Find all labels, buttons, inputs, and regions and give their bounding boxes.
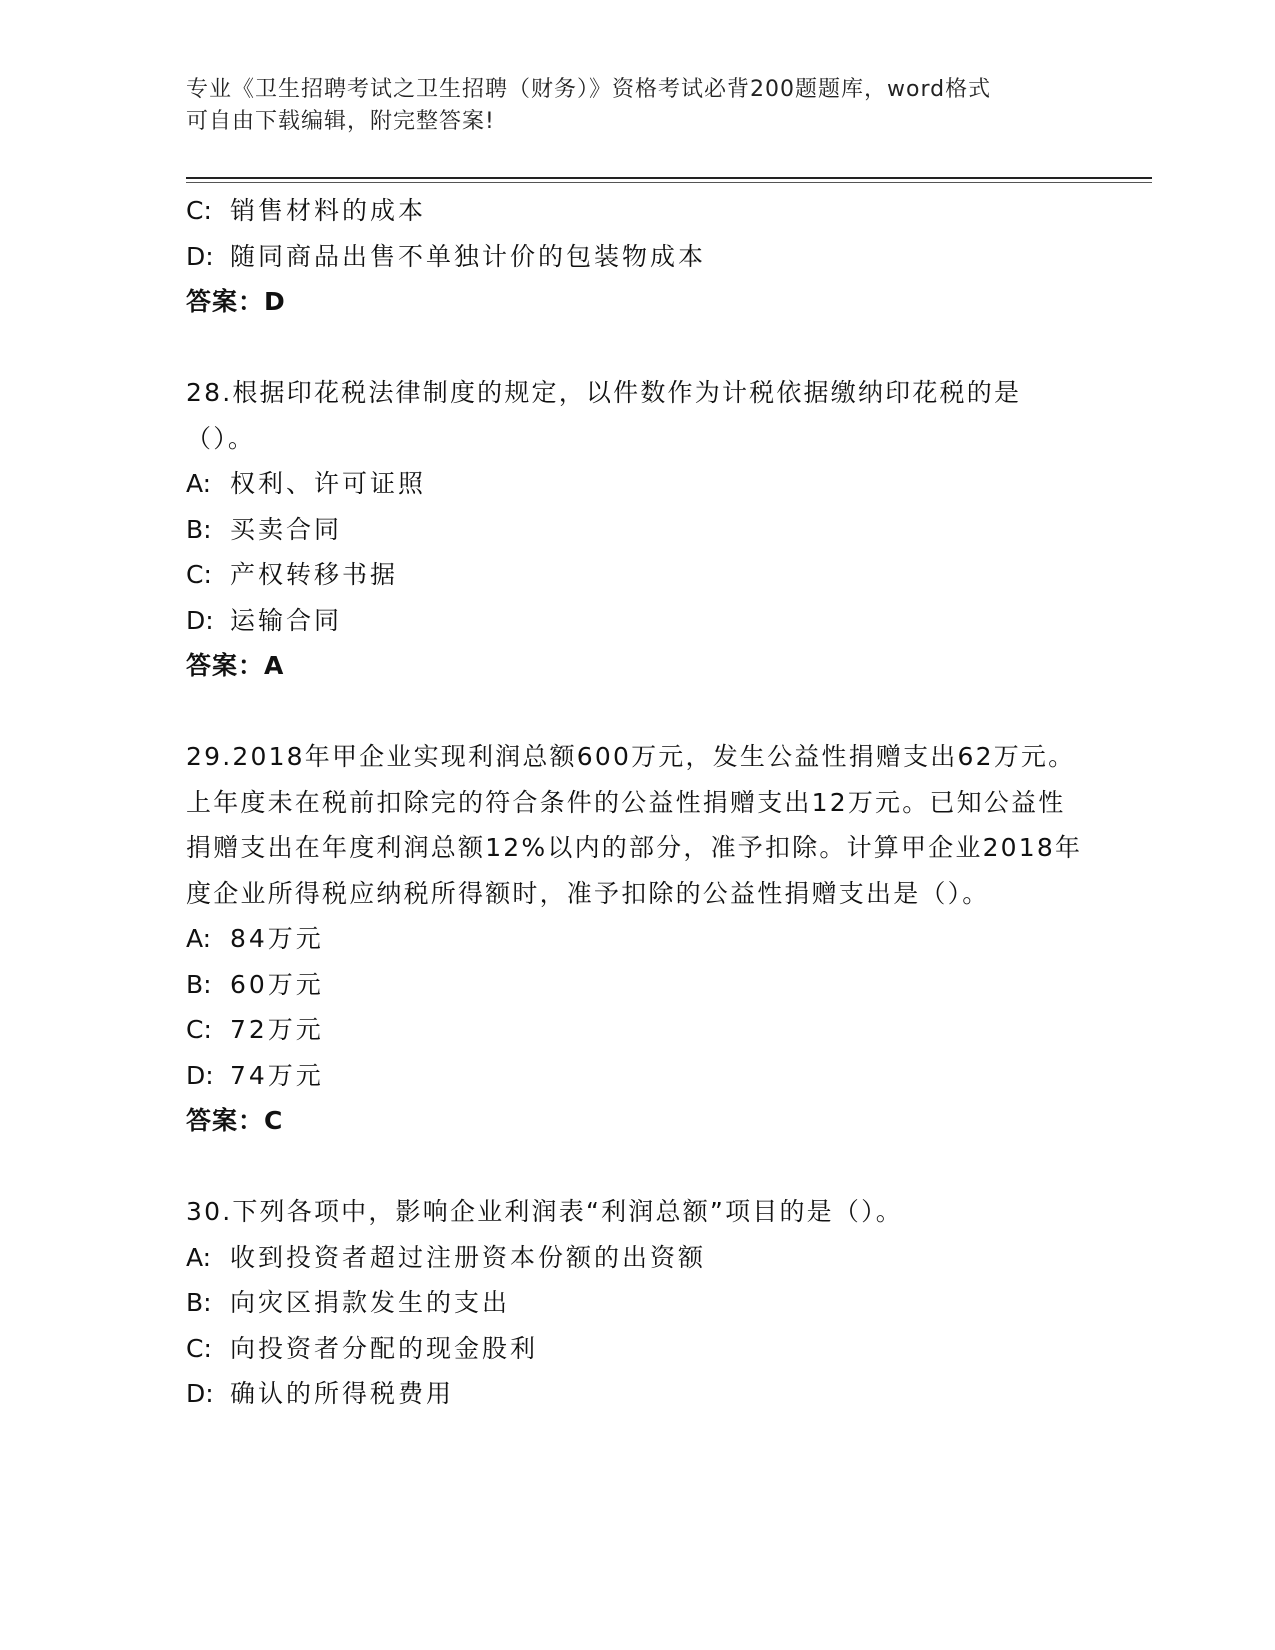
question-29 bbox=[186, 734, 1086, 1144]
spacer bbox=[186, 689, 1086, 735]
option-c bbox=[186, 1326, 1086, 1372]
option-text: 向投资者分配的现金股利 bbox=[230, 1333, 539, 1363]
option-b bbox=[186, 507, 1086, 553]
option-text: 随同商品出售不单独计价的包装物成本 bbox=[230, 241, 707, 271]
question-stem: 28.根据印花税法律制度的规定，以件数作为计税依据缴纳印花税的是（）。 bbox=[186, 378, 1022, 453]
option-label: D: bbox=[186, 1379, 214, 1408]
question-stem: 29.2018年甲企业实现利润总额600万元，发生公益性捐赠支出62万元。上年度未在税前扣除完的符合条件的公益性捐赠支出12万元。已知公益性捐赠支出在年度利润总额12%以内的部分，准予扣除。计算甲企业2018年度企业所得税应纳税所得额时，准予扣除的公益性捐赠支出是（）。 bbox=[186, 742, 1083, 908]
option-label: D: bbox=[186, 241, 214, 271]
option-b bbox=[186, 1280, 1086, 1326]
option-text: 产权转移书据 bbox=[230, 560, 399, 589]
option-label: C: bbox=[186, 560, 212, 589]
answer-line: 答案：C bbox=[186, 1106, 284, 1135]
option-c bbox=[186, 552, 1086, 598]
option-d bbox=[186, 234, 1086, 280]
answer-line: 答案：A bbox=[186, 651, 285, 680]
option-text: 确认的所得税费用 bbox=[230, 1379, 455, 1408]
header-divider-thin bbox=[186, 182, 1152, 183]
option-label: D: bbox=[186, 1060, 214, 1090]
option-text: 买卖合同 bbox=[230, 514, 343, 544]
option-label: C: bbox=[186, 196, 212, 225]
header-line-2: 可自由下载编辑，附完整答案! bbox=[186, 109, 495, 134]
option-a bbox=[186, 461, 1086, 507]
option-d bbox=[186, 1053, 1086, 1099]
option-c bbox=[186, 188, 1086, 234]
option-text: 权利、许可证照 bbox=[230, 469, 427, 498]
question-content bbox=[186, 188, 1086, 1417]
option-text: 销售材料的成本 bbox=[230, 196, 427, 225]
option-text: 向灾区捐款发生的支出 bbox=[230, 1288, 511, 1317]
option-text: 84万元 bbox=[230, 924, 324, 953]
option-d bbox=[186, 1371, 1086, 1417]
option-label: B: bbox=[186, 514, 212, 544]
option-label: B: bbox=[186, 969, 212, 999]
question-30 bbox=[186, 1189, 1086, 1417]
header-divider-thick bbox=[186, 177, 1152, 179]
answer-line: 答案：D bbox=[186, 287, 286, 316]
spacer bbox=[186, 1144, 1086, 1190]
option-label: A: bbox=[186, 1242, 212, 1272]
option-label: B: bbox=[186, 1288, 212, 1317]
question-27-tail bbox=[186, 188, 1086, 325]
option-text: 74万元 bbox=[230, 1060, 324, 1090]
option-label: C: bbox=[186, 1333, 212, 1363]
option-label: A: bbox=[186, 469, 212, 498]
option-a bbox=[186, 1235, 1086, 1281]
document-header bbox=[186, 74, 1066, 138]
option-b bbox=[186, 962, 1086, 1008]
spacer bbox=[186, 325, 1086, 371]
option-label: A: bbox=[186, 924, 212, 953]
option-label: D: bbox=[186, 605, 214, 635]
option-text: 收到投资者超过注册资本份额的出资额 bbox=[230, 1242, 707, 1272]
option-c bbox=[186, 1007, 1086, 1053]
option-text: 72万元 bbox=[230, 1015, 324, 1044]
option-text: 运输合同 bbox=[230, 605, 343, 635]
option-label: C: bbox=[186, 1015, 212, 1044]
option-text: 60万元 bbox=[230, 969, 324, 999]
option-d bbox=[186, 598, 1086, 644]
option-a bbox=[186, 916, 1086, 962]
question-28 bbox=[186, 370, 1086, 689]
header-line-1: 专业《卫生招聘考试之卫生招聘（财务）》资格考试必背200题题库，word格式 bbox=[186, 77, 992, 102]
question-stem: 30.下列各项中，影响企业利润表“利润总额”项目的是（）。 bbox=[186, 1197, 903, 1226]
